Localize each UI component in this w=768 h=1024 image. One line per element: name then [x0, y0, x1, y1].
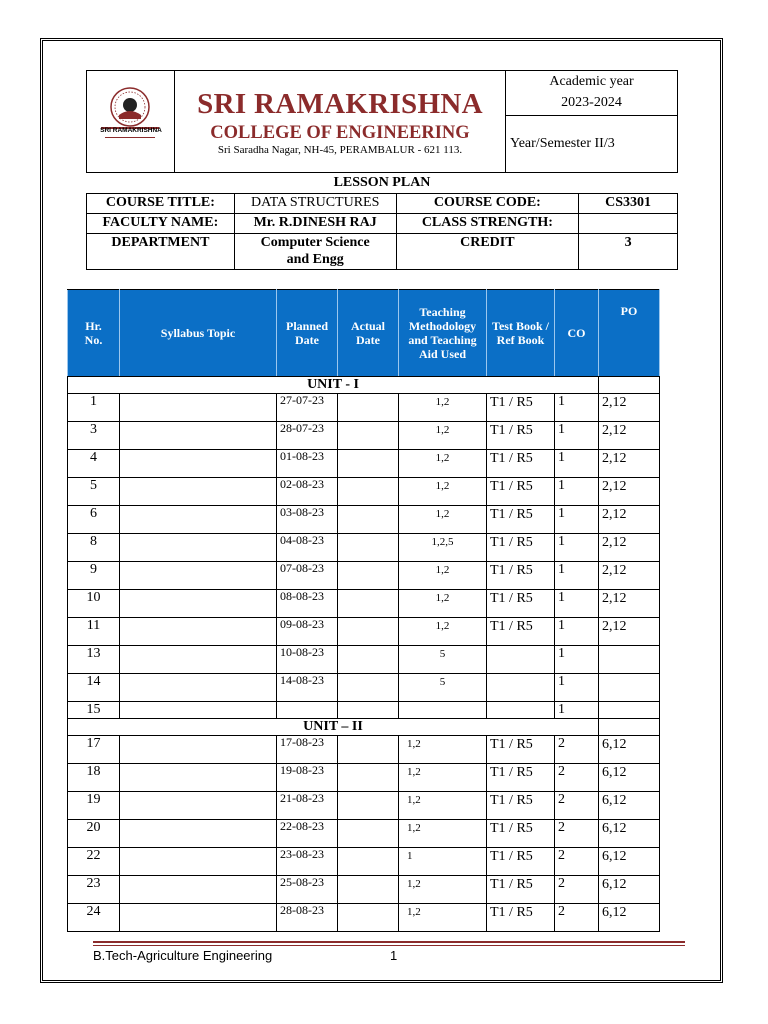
table-row	[68, 534, 660, 562]
hr-no-cell: 6	[68, 506, 120, 534]
planned-date-cell: 03-08-23	[277, 506, 338, 534]
syllabus-topic-cell	[120, 674, 277, 702]
class-strength-value	[579, 214, 678, 234]
teaching-method-cell: 1	[399, 848, 487, 876]
planned-date-cell: 17-08-23	[277, 736, 338, 764]
syllabus-topic-cell	[120, 534, 277, 562]
syllabus-topic-cell	[120, 562, 277, 590]
planned-date-cell: 23-08-23	[277, 848, 338, 876]
syllabus-topic-cell	[120, 450, 277, 478]
actual-date-cell	[338, 478, 399, 506]
footer-rule-thin	[93, 945, 685, 946]
po-cell: 2,12	[599, 618, 660, 646]
syllabus-topic-cell	[120, 422, 277, 450]
teaching-method-cell: 1,2	[399, 394, 487, 422]
faculty-name-value: Mr. R.DINESH RAJ	[234, 214, 396, 234]
planned-date-cell: 04-08-23	[277, 534, 338, 562]
table-row	[68, 422, 660, 450]
planned-date-cell: 10-08-23	[277, 646, 338, 674]
footer-rule	[93, 941, 685, 943]
teaching-method-cell: 1,2	[399, 904, 487, 932]
course-code-label: COURSE CODE:	[396, 194, 579, 214]
hr-no-cell: 23	[68, 876, 120, 904]
book-cell: T1 / R5	[487, 876, 555, 904]
college-header	[86, 70, 678, 173]
syllabus-topic-cell	[120, 478, 277, 506]
table-row	[68, 450, 660, 478]
po-cell: 6,12	[599, 764, 660, 792]
teaching-method-cell: 5	[399, 646, 487, 674]
planned-date-cell: 27-07-23	[277, 394, 338, 422]
teaching-method-cell: 1,2	[399, 820, 487, 848]
unit-title-po-cell	[599, 719, 660, 736]
po-cell: 2,12	[599, 590, 660, 618]
col-co: CO	[555, 290, 599, 377]
book-cell: T1 / R5	[487, 848, 555, 876]
col-book: Test Book / Ref Book	[487, 290, 555, 377]
co-cell: 1	[555, 422, 599, 450]
unit-title: UNIT – II	[68, 719, 599, 736]
book-cell: T1 / R5	[487, 764, 555, 792]
co-cell: 2	[555, 904, 599, 932]
syllabus-topic-cell	[120, 848, 277, 876]
co-cell: 1	[555, 702, 599, 719]
actual-date-cell	[338, 736, 399, 764]
po-cell: 6,12	[599, 876, 660, 904]
syllabus-topic-cell	[120, 590, 277, 618]
syllabus-topic-cell	[120, 820, 277, 848]
book-cell: T1 / R5	[487, 820, 555, 848]
table-row	[68, 478, 660, 506]
co-cell: 1	[555, 506, 599, 534]
book-cell: T1 / R5	[487, 562, 555, 590]
co-cell: 1	[555, 450, 599, 478]
academic-year-label: Academic year	[549, 74, 634, 89]
syllabus-topic-cell	[120, 702, 277, 719]
syllabus-topic-cell	[120, 764, 277, 792]
co-cell: 2	[555, 876, 599, 904]
syllabus-topic-cell	[120, 792, 277, 820]
po-cell	[599, 702, 660, 719]
planned-date-cell: 08-08-23	[277, 590, 338, 618]
actual-date-cell	[338, 590, 399, 618]
logo-text: SRI RAMAKRISHNA	[100, 127, 162, 134]
book-cell: T1 / R5	[487, 478, 555, 506]
college-name: SRI RAMAKRISHNA	[197, 88, 483, 120]
co-cell: 2	[555, 736, 599, 764]
actual-date-cell	[338, 506, 399, 534]
planned-date-cell: 21-08-23	[277, 792, 338, 820]
teaching-method-cell: 1,2	[399, 736, 487, 764]
actual-date-cell	[338, 792, 399, 820]
co-cell: 2	[555, 848, 599, 876]
teaching-method-cell: 1,2	[399, 618, 487, 646]
teaching-method-cell: 1,2	[399, 764, 487, 792]
syllabus-topic-cell	[120, 904, 277, 932]
po-cell: 2,12	[599, 506, 660, 534]
actual-date-cell	[338, 646, 399, 674]
co-cell: 1	[555, 646, 599, 674]
planned-date-cell: 02-08-23	[277, 478, 338, 506]
table-row	[68, 562, 660, 590]
teaching-method-cell: 1,2	[399, 876, 487, 904]
hr-no-cell: 1	[68, 394, 120, 422]
po-cell: 2,12	[599, 394, 660, 422]
hr-no-cell: 13	[68, 646, 120, 674]
book-cell: T1 / R5	[487, 736, 555, 764]
po-cell: 6,12	[599, 792, 660, 820]
co-cell: 2	[555, 764, 599, 792]
unit-title: UNIT - I	[68, 377, 599, 394]
hr-no-cell: 15	[68, 702, 120, 719]
po-cell	[599, 674, 660, 702]
class-strength-label: CLASS STRENGTH:	[396, 214, 579, 234]
book-cell: T1 / R5	[487, 904, 555, 932]
co-cell: 1	[555, 394, 599, 422]
actual-date-cell	[338, 674, 399, 702]
po-cell: 6,12	[599, 848, 660, 876]
syllabus-topic-cell	[120, 618, 277, 646]
planned-date-cell: 14-08-23	[277, 674, 338, 702]
co-cell: 2	[555, 820, 599, 848]
college-subtitle: COLLEGE OF ENGINEERING	[210, 123, 470, 143]
table-row	[68, 820, 660, 848]
planned-date-cell: 25-08-23	[277, 876, 338, 904]
co-cell: 2	[555, 792, 599, 820]
col-actual-date: Actual Date	[338, 290, 399, 377]
credit-value: 3	[579, 234, 678, 270]
teaching-method-cell: 5	[399, 674, 487, 702]
po-cell: 2,12	[599, 478, 660, 506]
table-row	[68, 848, 660, 876]
table-row	[68, 590, 660, 618]
actual-date-cell	[338, 422, 399, 450]
teaching-method-cell: 1,2	[399, 506, 487, 534]
logo-cell	[87, 71, 175, 172]
college-name-cell	[175, 71, 506, 172]
co-cell: 1	[555, 618, 599, 646]
co-cell: 1	[555, 590, 599, 618]
academic-year-value: 2023-2024	[561, 95, 622, 110]
book-cell: T1 / R5	[487, 792, 555, 820]
planned-date-cell: 28-08-23	[277, 904, 338, 932]
teaching-method-cell: 1,2	[399, 792, 487, 820]
hr-no-cell: 19	[68, 792, 120, 820]
hr-no-cell: 9	[68, 562, 120, 590]
book-cell: T1 / R5	[487, 394, 555, 422]
lesson-plan-table	[67, 289, 660, 932]
hr-no-cell: 3	[68, 422, 120, 450]
department-label: DEPARTMENT	[87, 234, 235, 270]
teaching-method-cell: 1,2	[399, 422, 487, 450]
unit-title-po-cell	[599, 377, 660, 394]
hr-no-cell: 4	[68, 450, 120, 478]
hr-no-cell: 10	[68, 590, 120, 618]
table-row	[68, 792, 660, 820]
table-row	[68, 702, 660, 719]
footer-program: B.Tech-Agriculture Engineering	[93, 948, 273, 963]
year-semester: Year/Semester II/3	[510, 136, 615, 151]
hr-no-cell: 18	[68, 764, 120, 792]
actual-date-cell	[338, 702, 399, 719]
table-row	[68, 764, 660, 792]
college-address: Sri Saradha Nagar, NH-45, PERAMBALUR - 621 113.	[217, 144, 463, 156]
po-cell: 2,12	[599, 534, 660, 562]
actual-date-cell	[338, 876, 399, 904]
teaching-method-cell: 1,2	[399, 450, 487, 478]
planned-date-cell: 22-08-23	[277, 820, 338, 848]
teaching-method-cell: 1,2	[399, 562, 487, 590]
table-row	[68, 394, 660, 422]
planned-date-cell	[277, 702, 338, 719]
teaching-method-cell: 1,2	[399, 590, 487, 618]
table-row	[68, 618, 660, 646]
po-cell	[599, 646, 660, 674]
book-cell: T1 / R5	[487, 506, 555, 534]
book-cell: T1 / R5	[487, 450, 555, 478]
planned-date-cell: 07-08-23	[277, 562, 338, 590]
syllabus-topic-cell	[120, 876, 277, 904]
syllabus-topic-cell	[120, 394, 277, 422]
unit-title-row	[68, 377, 660, 394]
syllabus-topic-cell	[120, 736, 277, 764]
actual-date-cell	[338, 450, 399, 478]
teaching-method-cell: 1,2,5	[399, 534, 487, 562]
unit-title-row	[68, 719, 660, 736]
po-cell: 6,12	[599, 736, 660, 764]
po-cell: 2,12	[599, 422, 660, 450]
col-po: PO	[599, 290, 660, 377]
hr-no-cell: 8	[68, 534, 120, 562]
po-cell: 2,12	[599, 450, 660, 478]
college-logo-icon	[97, 85, 163, 151]
hr-no-cell: 22	[68, 848, 120, 876]
book-cell: T1 / R5	[487, 534, 555, 562]
book-cell	[487, 674, 555, 702]
hr-no-cell: 11	[68, 618, 120, 646]
co-cell: 1	[555, 562, 599, 590]
col-teaching-method: Teaching Methodology and Teaching Aid Used	[399, 290, 487, 377]
planned-date-cell: 01-08-23	[277, 450, 338, 478]
book-cell: T1 / R5	[487, 618, 555, 646]
co-cell: 1	[555, 674, 599, 702]
book-cell	[487, 646, 555, 674]
lesson-plan-title: LESSON PLAN	[333, 175, 431, 190]
hr-no-cell: 14	[68, 674, 120, 702]
academic-year-box	[506, 71, 677, 116]
course-code-value: CS3301	[579, 194, 678, 214]
planned-date-cell: 09-08-23	[277, 618, 338, 646]
teaching-method-cell	[399, 702, 487, 719]
actual-date-cell	[338, 764, 399, 792]
course-title-label: COURSE TITLE:	[87, 194, 235, 214]
planned-date-cell: 19-08-23	[277, 764, 338, 792]
course-info-table	[86, 193, 678, 270]
col-hr-no: Hr. No.	[68, 290, 120, 377]
teaching-method-cell: 1,2	[399, 478, 487, 506]
actual-date-cell	[338, 534, 399, 562]
hr-no-cell: 17	[68, 736, 120, 764]
book-cell: T1 / R5	[487, 590, 555, 618]
table-row	[68, 646, 660, 674]
table-row	[68, 736, 660, 764]
hr-no-cell: 5	[68, 478, 120, 506]
po-cell: 6,12	[599, 904, 660, 932]
actual-date-cell	[338, 394, 399, 422]
table-row	[68, 904, 660, 932]
col-syllabus-topic: Syllabus Topic	[120, 290, 277, 377]
table-row	[68, 506, 660, 534]
actual-date-cell	[338, 820, 399, 848]
table-row	[68, 876, 660, 904]
co-cell: 1	[555, 534, 599, 562]
actual-date-cell	[338, 904, 399, 932]
actual-date-cell	[338, 618, 399, 646]
actual-date-cell	[338, 848, 399, 876]
hr-no-cell: 24	[68, 904, 120, 932]
po-cell: 6,12	[599, 820, 660, 848]
planned-date-cell: 28-07-23	[277, 422, 338, 450]
course-title-value: DATA STRUCTURES	[234, 194, 396, 214]
syllabus-topic-cell	[120, 646, 277, 674]
table-row	[68, 674, 660, 702]
book-cell	[487, 702, 555, 719]
po-cell: 2,12	[599, 562, 660, 590]
book-cell: T1 / R5	[487, 422, 555, 450]
hr-no-cell: 20	[68, 820, 120, 848]
credit-label: CREDIT	[396, 234, 579, 270]
col-planned-date: Planned Date	[277, 290, 338, 377]
co-cell: 1	[555, 478, 599, 506]
actual-date-cell	[338, 562, 399, 590]
faculty-name-label: FACULTY NAME:	[87, 214, 235, 234]
academic-year-cell	[506, 71, 677, 172]
footer-page-number: 1	[390, 948, 398, 963]
syllabus-topic-cell	[120, 506, 277, 534]
department-value: Computer Science and Engg	[234, 234, 396, 270]
